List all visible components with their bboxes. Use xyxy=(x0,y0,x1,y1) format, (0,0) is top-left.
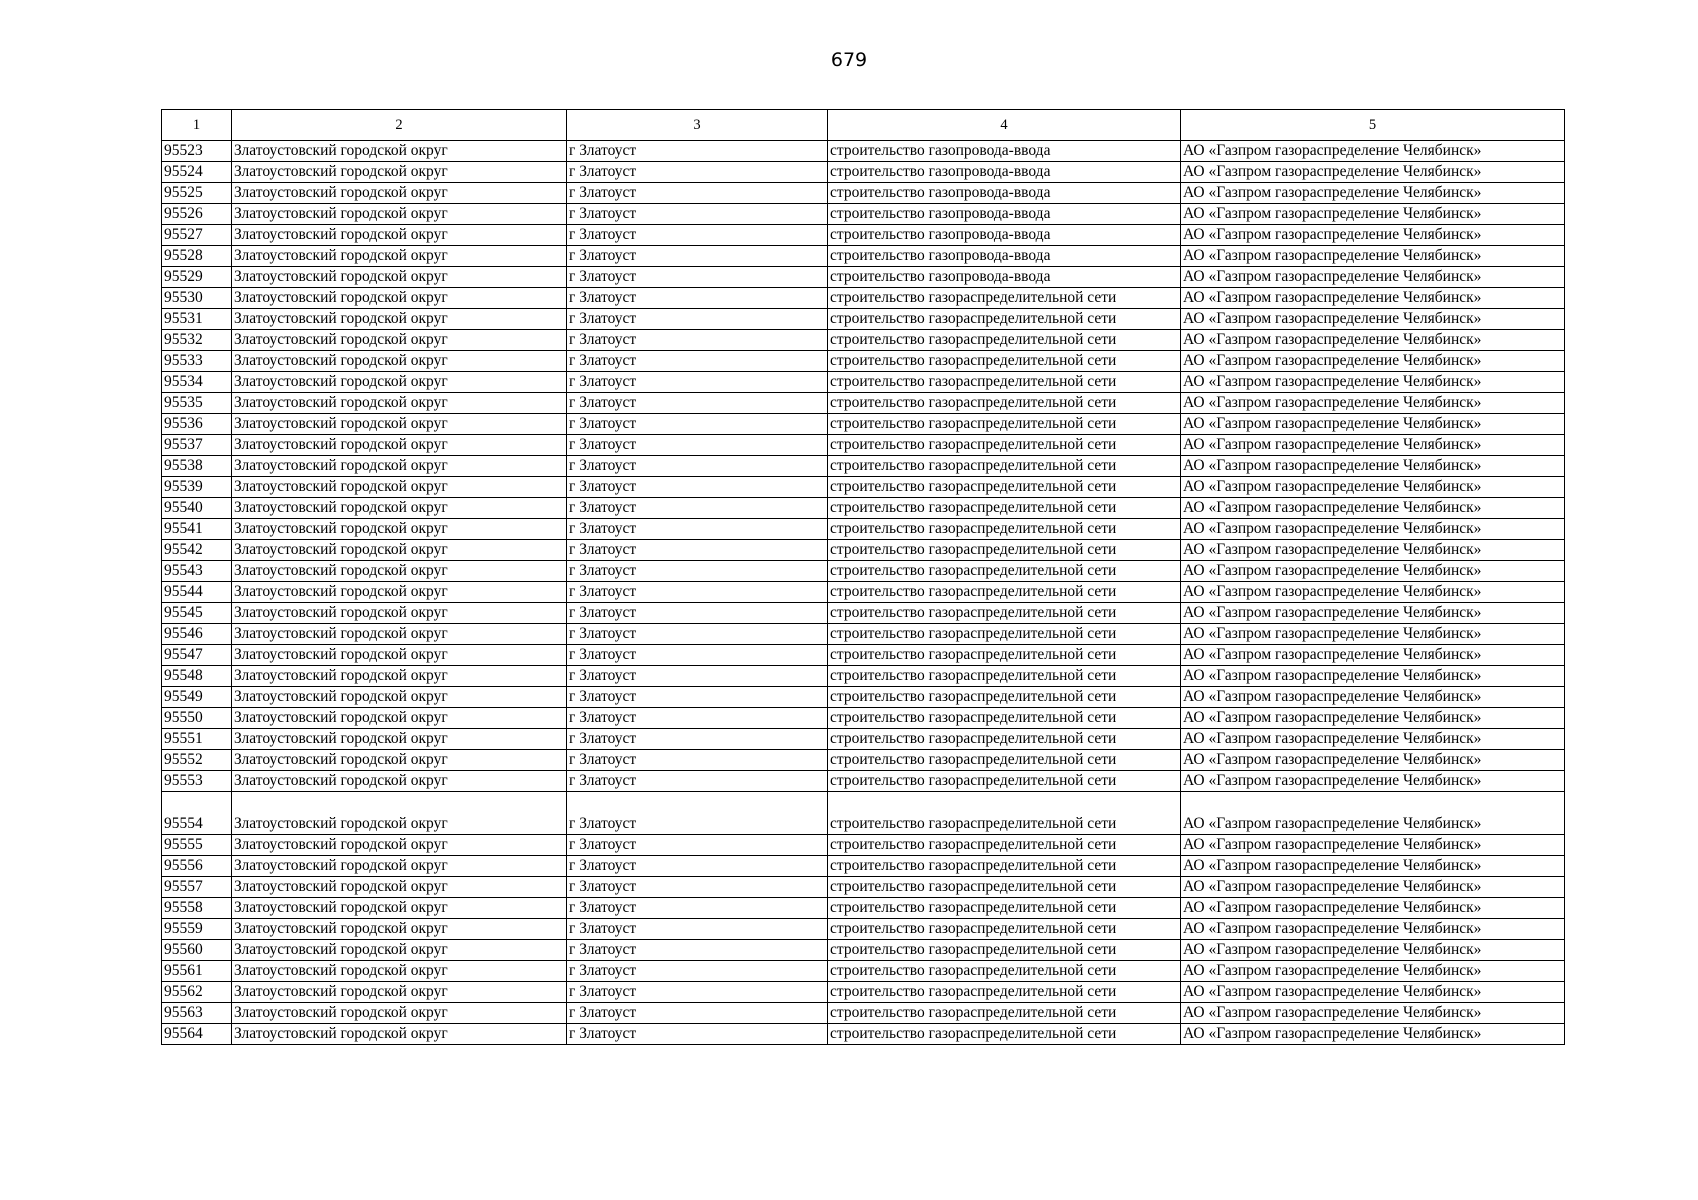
cell-locality: г Златоуст xyxy=(567,183,828,204)
cell-district: Златоустовский городской округ xyxy=(232,309,567,330)
cell-work-type: строительство газораспределительной сети xyxy=(828,835,1181,856)
cell-number: 95535 xyxy=(162,393,232,414)
cell-organization: АО «Газпром газораспределение Челябинск» xyxy=(1181,162,1565,183)
cell-locality: г Златоуст xyxy=(567,435,828,456)
cell-district: Златоустовский городской округ xyxy=(232,771,567,792)
cell-organization: АО «Газпром газораспределение Челябинск» xyxy=(1181,898,1565,919)
cell-organization: АО «Газпром газораспределение Челябинск» xyxy=(1181,961,1565,982)
table-row xyxy=(162,1003,1565,1024)
cell-number: 95545 xyxy=(162,603,232,624)
table-row xyxy=(162,940,1565,961)
cell-number: 95526 xyxy=(162,204,232,225)
table-row xyxy=(162,267,1565,288)
cell-locality: г Златоуст xyxy=(567,246,828,267)
cell-work-type: строительство газораспределительной сети xyxy=(828,435,1181,456)
cell-work-type: строительство газораспределительной сети xyxy=(828,372,1181,393)
cell-work-type: строительство газораспределительной сети xyxy=(828,351,1181,372)
cell-district: Златоустовский городской округ xyxy=(232,940,567,961)
cell-number: 95551 xyxy=(162,729,232,750)
cell-district: Златоустовский городской округ xyxy=(232,183,567,204)
cell-number: 95536 xyxy=(162,414,232,435)
cell-district: Златоустовский городской округ xyxy=(232,666,567,687)
table-row xyxy=(162,519,1565,540)
cell-organization: АО «Газпром газораспределение Челябинск» xyxy=(1181,456,1565,477)
cell-district: Златоустовский городской округ xyxy=(232,645,567,666)
table-row xyxy=(162,771,1565,792)
cell-organization: АО «Газпром газораспределение Челябинск» xyxy=(1181,183,1565,204)
cell-locality: г Златоуст xyxy=(567,624,828,645)
table-row xyxy=(162,561,1565,582)
table-row xyxy=(162,225,1565,246)
cell-number: 95562 xyxy=(162,982,232,1003)
cell-district: Златоустовский городской округ xyxy=(232,330,567,351)
cell-district: Златоустовский городской округ xyxy=(232,729,567,750)
table-row xyxy=(162,919,1565,940)
cell-number: 95555 xyxy=(162,835,232,856)
cell-organization: АО «Газпром газораспределение Челябинск» xyxy=(1181,835,1565,856)
cell-organization: АО «Газпром газораспределение Челябинск» xyxy=(1181,225,1565,246)
cell-organization: АО «Газпром газораспределение Челябинск» xyxy=(1181,414,1565,435)
cell-district: Златоустовский городской округ xyxy=(232,792,567,835)
cell-district: Златоустовский городской округ xyxy=(232,919,567,940)
cell-work-type: строительство газораспределительной сети xyxy=(828,603,1181,624)
cell-district: Златоустовский городской округ xyxy=(232,414,567,435)
table-row xyxy=(162,393,1565,414)
cell-district: Златоустовский городской округ xyxy=(232,582,567,603)
cell-district: Златоустовский городской округ xyxy=(232,372,567,393)
cell-locality: г Златоуст xyxy=(567,582,828,603)
cell-work-type: строительство газораспределительной сети xyxy=(828,624,1181,645)
cell-district: Златоустовский городской округ xyxy=(232,750,567,771)
cell-locality: г Златоуст xyxy=(567,1024,828,1045)
cell-district: Златоустовский городской округ xyxy=(232,624,567,645)
cell-number: 95561 xyxy=(162,961,232,982)
table-row xyxy=(162,898,1565,919)
cell-locality: г Златоуст xyxy=(567,351,828,372)
cell-organization: АО «Газпром газораспределение Челябинск» xyxy=(1181,141,1565,162)
cell-work-type: строительство газораспределительной сети xyxy=(828,792,1181,835)
table-row xyxy=(162,414,1565,435)
table-row xyxy=(162,792,1565,835)
cell-locality: г Златоуст xyxy=(567,771,828,792)
table-row xyxy=(162,982,1565,1003)
cell-number: 95541 xyxy=(162,519,232,540)
cell-locality: г Златоуст xyxy=(567,372,828,393)
cell-district: Златоустовский городской округ xyxy=(232,877,567,898)
cell-number: 95537 xyxy=(162,435,232,456)
cell-number: 95553 xyxy=(162,771,232,792)
cell-work-type: строительство газораспределительной сети xyxy=(828,961,1181,982)
cell-number: 95548 xyxy=(162,666,232,687)
cell-number: 95542 xyxy=(162,540,232,561)
cell-organization: АО «Газпром газораспределение Челябинск» xyxy=(1181,246,1565,267)
cell-work-type: строительство газораспределительной сети xyxy=(828,708,1181,729)
column-header: 3 xyxy=(567,110,828,141)
column-header: 5 xyxy=(1181,110,1565,141)
table-row xyxy=(162,603,1565,624)
table-row xyxy=(162,498,1565,519)
table-row xyxy=(162,477,1565,498)
table-row xyxy=(162,835,1565,856)
cell-work-type: строительство газораспределительной сети xyxy=(828,877,1181,898)
cell-number: 95529 xyxy=(162,267,232,288)
cell-district: Златоустовский городской округ xyxy=(232,708,567,729)
cell-number: 95531 xyxy=(162,309,232,330)
cell-locality: г Златоуст xyxy=(567,919,828,940)
cell-number: 95523 xyxy=(162,141,232,162)
registry-table xyxy=(161,109,1565,1045)
cell-locality: г Златоуст xyxy=(567,393,828,414)
cell-work-type: строительство газопровода-ввода xyxy=(828,246,1181,267)
cell-district: Златоустовский городской округ xyxy=(232,498,567,519)
table-row xyxy=(162,288,1565,309)
table-row xyxy=(162,1024,1565,1045)
cell-work-type: строительство газораспределительной сети xyxy=(828,330,1181,351)
cell-work-type: строительство газопровода-ввода xyxy=(828,225,1181,246)
cell-work-type: строительство газораспределительной сети xyxy=(828,477,1181,498)
column-header: 2 xyxy=(232,110,567,141)
cell-district: Златоустовский городской округ xyxy=(232,351,567,372)
cell-work-type: строительство газораспределительной сети xyxy=(828,856,1181,877)
cell-locality: г Златоуст xyxy=(567,750,828,771)
cell-locality: г Златоуст xyxy=(567,288,828,309)
cell-work-type: строительство газораспределительной сети xyxy=(828,414,1181,435)
cell-locality: г Златоуст xyxy=(567,729,828,750)
cell-number: 95524 xyxy=(162,162,232,183)
cell-district: Златоустовский городской округ xyxy=(232,477,567,498)
cell-organization: АО «Газпром газораспределение Челябинск» xyxy=(1181,435,1565,456)
cell-organization: АО «Газпром газораспределение Челябинск» xyxy=(1181,330,1565,351)
cell-district: Златоустовский городской округ xyxy=(232,687,567,708)
cell-district: Златоустовский городской округ xyxy=(232,267,567,288)
cell-work-type: строительство газопровода-ввода xyxy=(828,183,1181,204)
cell-work-type: строительство газораспределительной сети xyxy=(828,771,1181,792)
cell-district: Златоустовский городской округ xyxy=(232,519,567,540)
table-row xyxy=(162,708,1565,729)
cell-number: 95543 xyxy=(162,561,232,582)
cell-organization: АО «Газпром газораспределение Челябинск» xyxy=(1181,372,1565,393)
cell-number: 95534 xyxy=(162,372,232,393)
cell-number: 95527 xyxy=(162,225,232,246)
cell-work-type: строительство газораспределительной сети xyxy=(828,1003,1181,1024)
cell-organization: АО «Газпром газораспределение Челябинск» xyxy=(1181,940,1565,961)
cell-number: 95559 xyxy=(162,919,232,940)
table-row xyxy=(162,624,1565,645)
cell-number: 95550 xyxy=(162,708,232,729)
cell-district: Златоустовский городской округ xyxy=(232,961,567,982)
cell-locality: г Златоуст xyxy=(567,1003,828,1024)
cell-number: 95560 xyxy=(162,940,232,961)
cell-work-type: строительство газораспределительной сети xyxy=(828,561,1181,582)
cell-locality: г Златоуст xyxy=(567,792,828,835)
cell-organization: АО «Газпром газораспределение Челябинск» xyxy=(1181,477,1565,498)
cell-locality: г Златоуст xyxy=(567,835,828,856)
table-row xyxy=(162,729,1565,750)
cell-organization: АО «Газпром газораспределение Челябинск» xyxy=(1181,645,1565,666)
cell-locality: г Златоуст xyxy=(567,225,828,246)
cell-locality: г Златоуст xyxy=(567,204,828,225)
cell-organization: АО «Газпром газораспределение Челябинск» xyxy=(1181,288,1565,309)
cell-district: Златоустовский городской округ xyxy=(232,540,567,561)
table-row xyxy=(162,372,1565,393)
cell-locality: г Златоуст xyxy=(567,687,828,708)
cell-locality: г Златоуст xyxy=(567,561,828,582)
cell-district: Златоустовский городской округ xyxy=(232,561,567,582)
cell-number: 95538 xyxy=(162,456,232,477)
cell-district: Златоустовский городской округ xyxy=(232,835,567,856)
cell-district: Златоустовский городской округ xyxy=(232,225,567,246)
cell-district: Златоустовский городской округ xyxy=(232,456,567,477)
cell-number: 95539 xyxy=(162,477,232,498)
cell-district: Златоустовский городской округ xyxy=(232,856,567,877)
cell-locality: г Златоуст xyxy=(567,666,828,687)
cell-work-type: строительство газораспределительной сети xyxy=(828,498,1181,519)
cell-district: Златоустовский городской округ xyxy=(232,898,567,919)
cell-number: 95558 xyxy=(162,898,232,919)
cell-work-type: строительство газораспределительной сети xyxy=(828,940,1181,961)
cell-organization: АО «Газпром газораспределение Челябинск» xyxy=(1181,204,1565,225)
cell-locality: г Златоуст xyxy=(567,330,828,351)
cell-organization: АО «Газпром газораспределение Челябинск» xyxy=(1181,540,1565,561)
cell-district: Златоустовский городской округ xyxy=(232,1024,567,1045)
cell-locality: г Златоуст xyxy=(567,141,828,162)
cell-work-type: строительство газораспределительной сети xyxy=(828,456,1181,477)
cell-locality: г Златоуст xyxy=(567,477,828,498)
cell-organization: АО «Газпром газораспределение Челябинск» xyxy=(1181,1003,1565,1024)
table-row xyxy=(162,204,1565,225)
cell-organization: АО «Газпром газораспределение Челябинск» xyxy=(1181,771,1565,792)
cell-district: Златоустовский городской округ xyxy=(232,204,567,225)
cell-district: Златоустовский городской округ xyxy=(232,288,567,309)
cell-number: 95525 xyxy=(162,183,232,204)
cell-number: 95552 xyxy=(162,750,232,771)
cell-district: Златоустовский городской округ xyxy=(232,141,567,162)
table-row xyxy=(162,141,1565,162)
cell-locality: г Златоуст xyxy=(567,456,828,477)
cell-organization: АО «Газпром газораспределение Челябинск» xyxy=(1181,603,1565,624)
cell-work-type: строительство газораспределительной сети xyxy=(828,750,1181,771)
cell-district: Златоустовский городской округ xyxy=(232,162,567,183)
cell-locality: г Златоуст xyxy=(567,898,828,919)
cell-organization: АО «Газпром газораспределение Челябинск» xyxy=(1181,687,1565,708)
cell-number: 95544 xyxy=(162,582,232,603)
cell-organization: АО «Газпром газораспределение Челябинск» xyxy=(1181,792,1565,835)
cell-number: 95546 xyxy=(162,624,232,645)
cell-number: 95533 xyxy=(162,351,232,372)
table-row xyxy=(162,750,1565,771)
cell-organization: АО «Газпром газораспределение Челябинск» xyxy=(1181,708,1565,729)
column-header: 1 xyxy=(162,110,232,141)
table-row xyxy=(162,162,1565,183)
cell-locality: г Златоуст xyxy=(567,309,828,330)
cell-work-type: строительство газораспределительной сети xyxy=(828,1024,1181,1045)
cell-locality: г Златоуст xyxy=(567,708,828,729)
cell-organization: АО «Газпром газораспределение Челябинск» xyxy=(1181,393,1565,414)
cell-number: 95547 xyxy=(162,645,232,666)
table-row xyxy=(162,540,1565,561)
cell-district: Златоустовский городской округ xyxy=(232,393,567,414)
table-row xyxy=(162,856,1565,877)
cell-work-type: строительство газораспределительной сети xyxy=(828,645,1181,666)
cell-organization: АО «Газпром газораспределение Челябинск» xyxy=(1181,982,1565,1003)
cell-locality: г Златоуст xyxy=(567,540,828,561)
cell-district: Златоустовский городской округ xyxy=(232,982,567,1003)
cell-district: Златоустовский городской округ xyxy=(232,1003,567,1024)
cell-locality: г Златоуст xyxy=(567,267,828,288)
cell-organization: АО «Газпром газораспределение Челябинск» xyxy=(1181,729,1565,750)
cell-work-type: строительство газораспределительной сети xyxy=(828,288,1181,309)
cell-locality: г Златоуст xyxy=(567,414,828,435)
table-row xyxy=(162,666,1565,687)
cell-locality: г Златоуст xyxy=(567,645,828,666)
cell-locality: г Златоуст xyxy=(567,856,828,877)
cell-locality: г Златоуст xyxy=(567,162,828,183)
cell-number: 95556 xyxy=(162,856,232,877)
cell-number: 95563 xyxy=(162,1003,232,1024)
cell-number: 95528 xyxy=(162,246,232,267)
cell-work-type: строительство газораспределительной сети xyxy=(828,919,1181,940)
cell-number: 95532 xyxy=(162,330,232,351)
cell-number: 95554 xyxy=(162,792,232,835)
column-header: 4 xyxy=(828,110,1181,141)
cell-organization: АО «Газпром газораспределение Челябинск» xyxy=(1181,750,1565,771)
cell-district: Златоустовский городской округ xyxy=(232,246,567,267)
table-row xyxy=(162,330,1565,351)
cell-number: 95549 xyxy=(162,687,232,708)
cell-district: Златоустовский городской округ xyxy=(232,435,567,456)
cell-work-type: строительство газораспределительной сети xyxy=(828,309,1181,330)
cell-locality: г Златоуст xyxy=(567,603,828,624)
table-row xyxy=(162,645,1565,666)
cell-organization: АО «Газпром газораспределение Челябинск» xyxy=(1181,309,1565,330)
table-row xyxy=(162,687,1565,708)
cell-organization: АО «Газпром газораспределение Челябинск» xyxy=(1181,666,1565,687)
cell-work-type: строительство газораспределительной сети xyxy=(828,729,1181,750)
cell-locality: г Златоуст xyxy=(567,519,828,540)
cell-work-type: строительство газораспределительной сети xyxy=(828,666,1181,687)
cell-work-type: строительство газораспределительной сети xyxy=(828,393,1181,414)
header-row xyxy=(162,110,1565,141)
cell-work-type: строительство газораспределительной сети xyxy=(828,898,1181,919)
page-number: 679 xyxy=(830,49,868,71)
cell-number: 95564 xyxy=(162,1024,232,1045)
cell-organization: АО «Газпром газораспределение Челябинск» xyxy=(1181,267,1565,288)
table-row xyxy=(162,309,1565,330)
cell-work-type: строительство газопровода-ввода xyxy=(828,141,1181,162)
table-row xyxy=(162,961,1565,982)
cell-district: Златоустовский городской округ xyxy=(232,603,567,624)
cell-number: 95557 xyxy=(162,877,232,898)
cell-organization: АО «Газпром газораспределение Челябинск» xyxy=(1181,877,1565,898)
cell-work-type: строительство газопровода-ввода xyxy=(828,204,1181,225)
cell-organization: АО «Газпром газораспределение Челябинск» xyxy=(1181,498,1565,519)
cell-number: 95540 xyxy=(162,498,232,519)
table-row xyxy=(162,351,1565,372)
table-row xyxy=(162,183,1565,204)
table-row xyxy=(162,435,1565,456)
cell-locality: г Златоуст xyxy=(567,498,828,519)
cell-work-type: строительство газопровода-ввода xyxy=(828,267,1181,288)
table-row xyxy=(162,246,1565,267)
cell-locality: г Златоуст xyxy=(567,961,828,982)
cell-work-type: строительство газораспределительной сети xyxy=(828,519,1181,540)
cell-locality: г Златоуст xyxy=(567,940,828,961)
cell-work-type: строительство газораспределительной сети xyxy=(828,982,1181,1003)
table-row xyxy=(162,582,1565,603)
cell-work-type: строительство газораспределительной сети xyxy=(828,540,1181,561)
cell-organization: АО «Газпром газораспределение Челябинск» xyxy=(1181,519,1565,540)
cell-organization: АО «Газпром газораспределение Челябинск» xyxy=(1181,919,1565,940)
cell-organization: АО «Газпром газораспределение Челябинск» xyxy=(1181,351,1565,372)
cell-organization: АО «Газпром газораспределение Челябинск» xyxy=(1181,856,1565,877)
cell-work-type: строительство газораспределительной сети xyxy=(828,687,1181,708)
table-row xyxy=(162,877,1565,898)
cell-number: 95530 xyxy=(162,288,232,309)
cell-organization: АО «Газпром газораспределение Челябинск» xyxy=(1181,582,1565,603)
cell-work-type: строительство газопровода-ввода xyxy=(828,162,1181,183)
cell-organization: АО «Газпром газораспределение Челябинск» xyxy=(1181,1024,1565,1045)
cell-organization: АО «Газпром газораспределение Челябинск» xyxy=(1181,561,1565,582)
cell-locality: г Златоуст xyxy=(567,982,828,1003)
cell-organization: АО «Газпром газораспределение Челябинск» xyxy=(1181,624,1565,645)
cell-work-type: строительство газораспределительной сети xyxy=(828,582,1181,603)
table-row xyxy=(162,456,1565,477)
cell-locality: г Златоуст xyxy=(567,877,828,898)
